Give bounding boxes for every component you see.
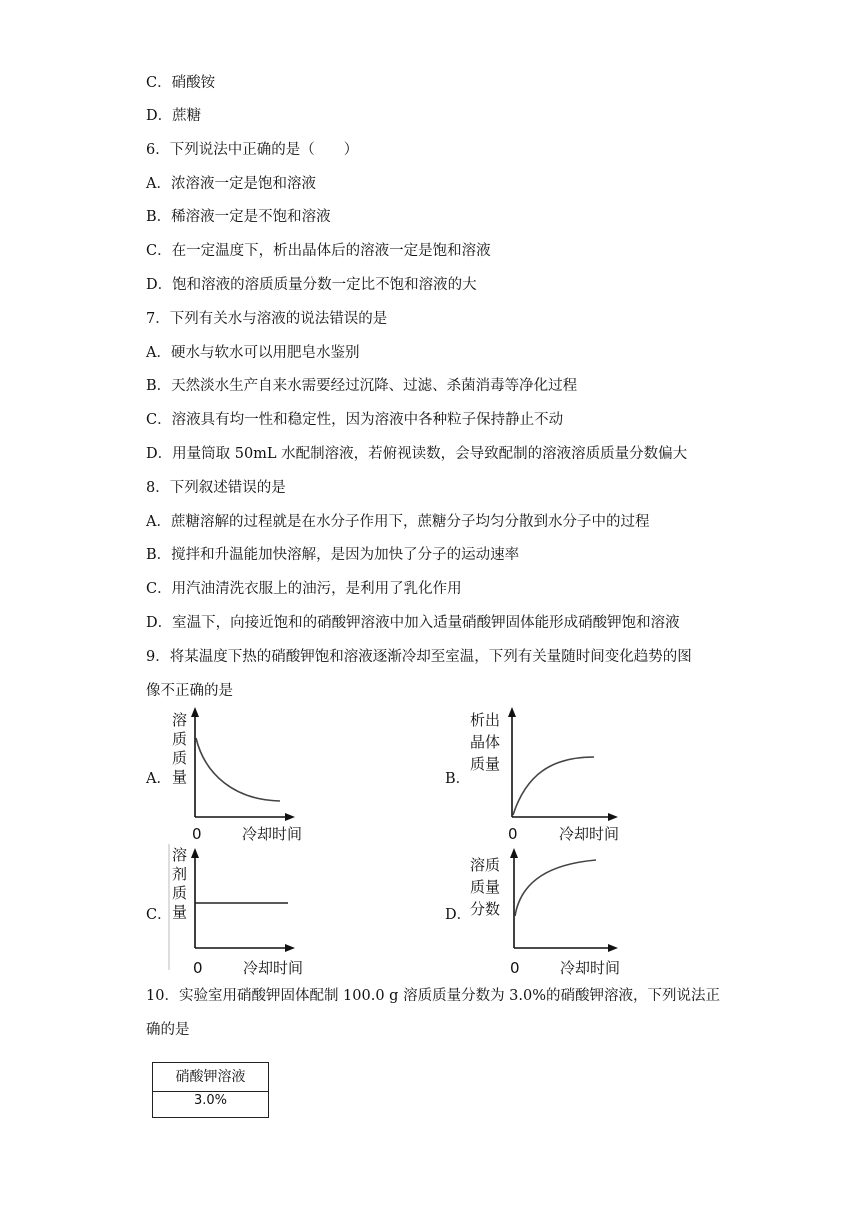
option-c-q5: C．硝酸铵 xyxy=(146,75,216,91)
option-b-q7: B．天然淡水生产自来水需要经过沉降、过滤、杀菌消毒等净化过程 xyxy=(146,378,578,394)
chart-c-ylabel-0: 溶 xyxy=(172,846,188,864)
reagent-label xyxy=(152,1062,269,1118)
chart-c-xlabel: 冷却时间 xyxy=(243,959,304,977)
option-d-q5: D．蔗糖 xyxy=(146,108,202,124)
question-9-cont: 像不正确的是 xyxy=(146,683,233,699)
chart-d-x-arrow xyxy=(608,944,618,952)
chart-b-ylabel-2: 质量 xyxy=(470,755,501,773)
chart-b-x-arrow xyxy=(608,813,618,821)
chart-c-origin: 0 xyxy=(193,959,203,977)
option-c-q8: C．用汽油清洗衣服上的油污，是利用了乳化作用 xyxy=(146,581,462,597)
chart-d-ylabel-2: 分数 xyxy=(470,900,501,918)
chart-a-y-arrow xyxy=(191,707,199,717)
chart-b-origin: 0 xyxy=(508,825,518,843)
chart-c-letter: C． xyxy=(146,907,172,923)
option-c-q7: C．溶液具有均一性和稳定性，因为溶液中各种粒子保持静止不动 xyxy=(146,412,564,428)
chart-b-y-arrow xyxy=(508,707,516,717)
chart-d-ylabel-0: 溶质 xyxy=(470,856,501,874)
chart-a-ylabel-1: 质 xyxy=(172,730,188,748)
chart-d-ylabel-1: 质量 xyxy=(470,878,501,896)
chart-c-x-arrow xyxy=(285,944,295,952)
option-a-q6: A．浓溶液一定是饱和溶液 xyxy=(146,176,316,192)
question-7: 7．下列有关水与溶液的说法错误的是 xyxy=(146,311,388,327)
option-d-q8: D．室温下，向接近饱和的硝酸钾溶液中加入适量硝酸钾固体能形成硝酸钾饱和溶液 xyxy=(146,615,680,631)
chart-a-curve xyxy=(196,738,280,801)
chart-c-ylabel-3: 量 xyxy=(172,903,188,921)
chart-b xyxy=(466,705,636,845)
chart-b-ylabel-0: 析出 xyxy=(470,711,501,729)
chart-b-curve xyxy=(513,757,594,815)
option-a-q7: A．硬水与软水可以用肥皂水鉴别 xyxy=(146,345,360,361)
chart-d-curve xyxy=(515,860,596,916)
chart-a-ylabel-0: 溶 xyxy=(172,711,188,729)
question-10: 10．实验室用硝酸钾固体配制 100.0 g 溶质质量分数为 3.0%的硝酸钾溶液，下列说法正 xyxy=(146,988,721,1004)
chart-a-letter: A． xyxy=(146,771,171,787)
chart-c-ylabel-1: 剂 xyxy=(172,865,188,883)
chart-d-letter: D． xyxy=(445,907,472,923)
question-10-cont: 确的是 xyxy=(146,1022,190,1038)
option-a-q8: A．蔗糖溶解的过程就是在水分子作用下，蔗糖分子均匀分散到水分子中的过程 xyxy=(146,514,650,530)
option-c-q6: C．在一定温度下，析出晶体后的溶液一定是饱和溶液 xyxy=(146,243,491,259)
option-d-q6: D．饱和溶液的溶质质量分数一定比不饱和溶液的大 xyxy=(146,277,477,293)
question-8: 8．下列叙述错误的是 xyxy=(146,480,286,496)
chart-a-x-arrow xyxy=(285,813,295,821)
chart-b-xlabel: 冷却时间 xyxy=(559,825,620,843)
chart-c xyxy=(165,840,315,980)
chart-b-letter: B． xyxy=(445,771,471,787)
chart-a-origin: 0 xyxy=(192,825,202,843)
reagent-label-value: 3.0% xyxy=(193,1093,228,1108)
chart-c-ylabel-2: 质 xyxy=(172,884,188,902)
chart-d-y-arrow xyxy=(510,848,518,858)
chart-d-origin: 0 xyxy=(510,959,520,977)
option-d-q7: D．用量筒取 50mL 水配制溶液，若俯视读数，会导致配制的溶液溶质质量分数偏大 xyxy=(146,446,688,462)
chart-a-ylabel-3: 量 xyxy=(172,768,188,786)
chart-d-xlabel: 冷却时间 xyxy=(560,959,621,977)
chart-a xyxy=(165,705,315,845)
question-6: 6．下列说法中正确的是（ ） xyxy=(146,142,359,158)
option-b-q6: B．稀溶液一定是不饱和溶液 xyxy=(146,209,331,225)
question-9: 9．将某温度下热的硝酸钾饱和溶液逐渐冷却至室温，下列有关量随时间变化趋势的图 xyxy=(146,649,692,665)
reagent-label-title: 硝酸钾溶液 xyxy=(153,1063,268,1092)
option-b-q8: B．搅拌和升温能加快溶解，是因为加快了分子的运动速率 xyxy=(146,547,520,563)
chart-d xyxy=(466,840,636,980)
chart-a-xlabel: 冷却时间 xyxy=(242,825,303,843)
chart-a-ylabel-2: 质 xyxy=(172,749,188,767)
chart-b-ylabel-1: 晶体 xyxy=(470,733,501,751)
chart-c-y-arrow xyxy=(191,848,199,858)
